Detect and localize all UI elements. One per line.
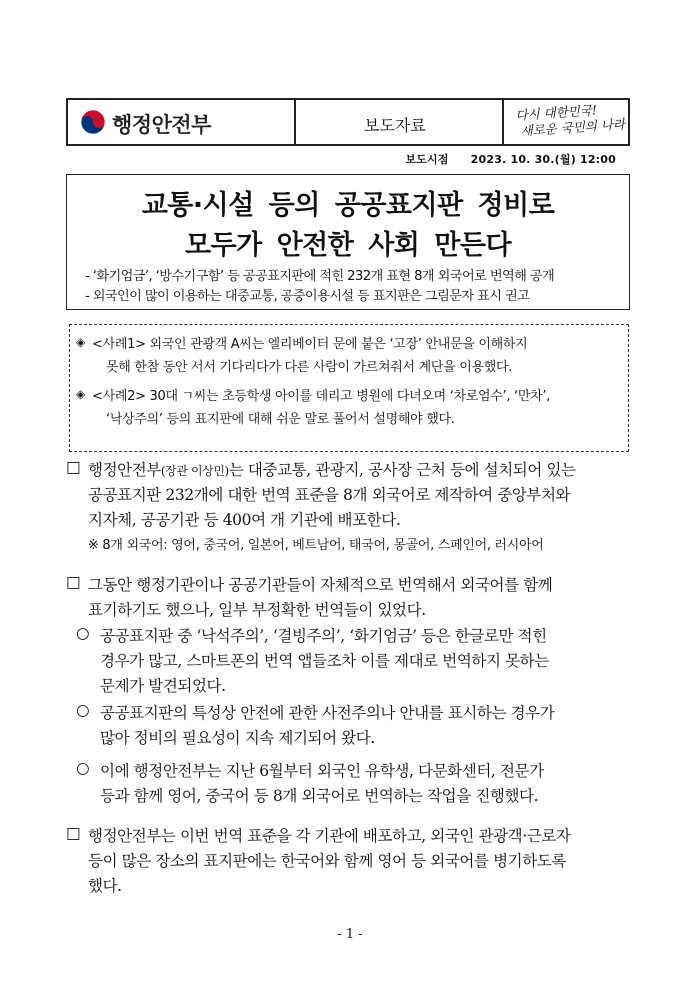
case1-line2: 못해 한참 동안 서서 기다리다가 다른 사람이 가르쳐줘서 계단을 이용했다.: [106, 360, 513, 375]
title-box: [66, 174, 630, 310]
release-time: [405, 151, 616, 167]
paragraph2-line2: 표기하기도 했으나, 일부 부정확한 번역들이 있었다.: [88, 601, 426, 619]
square-bullet: □: [66, 824, 81, 842]
paragraph1-line1: 행정안전부(장관 이상민)는 대중교통, 관광지, 공사장 근처 등에 설치되어 있는: [88, 461, 576, 479]
case2-line1: <사례2> 30대 ㄱ씨는 초등학생 아이를 데리고 병원에 다녀오며 ‘차로엄수’, ‘만차’,: [92, 389, 551, 404]
point3-line2: 등과 함께 영어, 중국어 등 8개 외국어로 번역하는 작업을 진행했다.: [100, 787, 539, 805]
paragraph3-line2: 등이 많은 장소의 표지판에는 한국어와 함께 영어 등 외국어를 병기하도록: [88, 852, 566, 870]
header-divider: [502, 100, 504, 144]
circle-bullet: ○: [76, 701, 90, 719]
paragraph2-line1: 그동안 행정기관이나 공공기관들이 자체적으로 번역해서 외국어를 함께: [88, 576, 553, 594]
point3-line1: 이에 행정안전부는 지난 6월부터 외국인 유학생, 다문화센터, 전문가: [100, 762, 544, 780]
page-number: - 1 -: [337, 927, 363, 942]
main-title-line1: 교통·시설 등의 공공표지판 정비로: [141, 190, 555, 221]
slogan-line2: 새로운 국민의 나라: [520, 116, 626, 139]
point1-line2: 경우가 많고, 스마트폰의 번역 앱들조차 이를 제대로 번역하지 못하는: [100, 652, 549, 670]
paragraph3-line1: 행정안전부는 이번 번역 표준을 각 기관에 배포하고, 외국인 관광객·근로자: [88, 827, 571, 845]
case-bullet: ◈: [76, 335, 86, 349]
header-divider: [294, 100, 296, 144]
languages-note: ※ 8개 외국어: 영어, 중국어, 일본어, 베트남어, 태국어, 몽골어, 스페인어, 러시아어: [88, 538, 544, 553]
case-examples-box: [69, 324, 629, 452]
doc-type-label: 보도자료: [364, 116, 426, 135]
ministry-name: 행정안전부: [112, 113, 211, 137]
slogan-line1: 다시 대한민국!: [515, 102, 598, 123]
square-bullet: □: [66, 458, 81, 476]
press-release-header: [66, 98, 630, 146]
case1-line1: <사례1> 외국인 관광객 A씨는 엘리베이터 문에 붙은 ‘고장’ 안내문을 이해하지: [92, 337, 528, 352]
point1-line1: 공공표지판 중 ‘낙석주의’, ‘결빙주의’, ‘화기엄금’ 등은 한글로만 적힌: [100, 627, 547, 645]
point1-line3: 문제가 발견되었다.: [100, 677, 226, 695]
release-datetime: 2023. 10. 30.(월) 12:00: [470, 153, 616, 166]
main-title-line2: 모두가 안전한 사회 만든다: [184, 230, 512, 261]
paragraph1-line3: 지자체, 공공기관 등 400여 개 기관에 배포한다.: [88, 511, 401, 529]
circle-bullet: ○: [76, 624, 90, 642]
release-label: 보도시점: [405, 153, 449, 166]
case-bullet: ◈: [76, 387, 86, 401]
paragraph3-line3: 했다.: [88, 877, 122, 895]
point2-line1: 공공표지판의 특성상 안전에 관한 사전주의나 안내를 표시하는 경우가: [100, 704, 555, 722]
circle-bullet: ○: [76, 759, 90, 777]
paragraph1-line2: 공공표지판 232개에 대한 번역 표준을 8개 외국어로 제작하여 중앙부처와: [88, 486, 571, 504]
subtitle-2: - 외국인이 많이 이용하는 대중교통, 공중이용시설 등 표지판은 그림문자 표시 권고: [85, 289, 530, 304]
slogan: [515, 100, 627, 140]
point2-line2: 많아 정비의 필요성이 지속 제기되어 왔다.: [100, 729, 375, 747]
case2-line2: ‘낙상주의’ 등의 표지판에 대해 쉬운 말로 풀어서 설명해야 했다.: [106, 412, 455, 427]
subtitle-1: - ‘화기엄금’, ‘방수기구함’ 등 공공표지판에 적힌 232개 표현 8개 외국어로 번역해 공개: [85, 269, 555, 284]
government-emblem-icon: [80, 109, 106, 135]
square-bullet: □: [66, 573, 81, 591]
